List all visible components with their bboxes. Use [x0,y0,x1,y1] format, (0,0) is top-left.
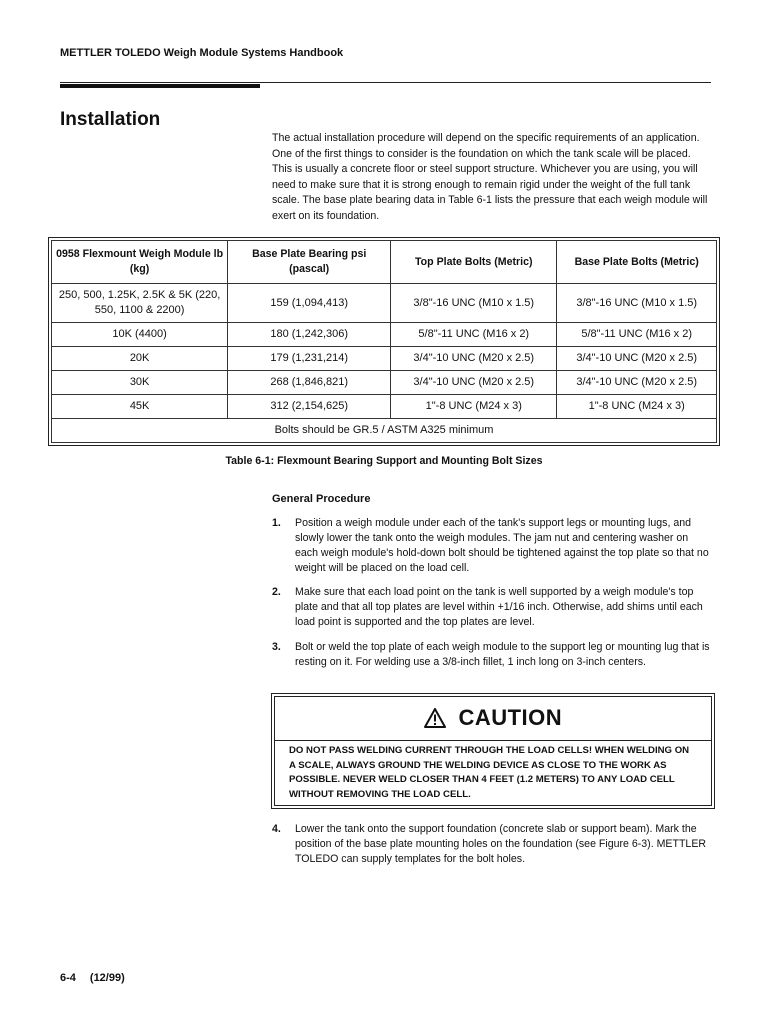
page-number: 6-4 [60,972,76,984]
table-header-row [52,241,717,284]
procedure-title: General Procedure [272,493,371,505]
column-header: Top Plate Bolts (Metric) [391,241,557,284]
table-cell: 1"-8 UNC (M24 x 3) [557,395,717,419]
bolt-size-table [48,237,720,446]
table-cell: 3/4"-10 UNC (M20 x 2.5) [557,371,717,395]
table-cell: 3/4"-10 UNC (M20 x 2.5) [557,347,717,371]
caution-heading [275,705,711,731]
warning-triangle-icon [424,705,459,730]
table-cell: 10K (4400) [52,323,228,347]
table-row [52,347,717,371]
table-cell: 5/8"-11 UNC (M16 x 2) [557,323,717,347]
column-header: Base Plate Bearing psi (pascal) [228,241,391,284]
procedure-step [272,516,712,576]
table-cell: 5/8"-11 UNC (M16 x 2) [391,323,557,347]
table-note-row [52,419,717,443]
table-cell: 180 (1,242,306) [228,323,391,347]
revision-date: (12/99) [89,972,125,984]
spec-table [51,240,717,443]
intro-paragraph: The actual installation procedure will depend on the specific requirements of an application. One of the first things to consider is the foundation on which the tank scale will be placed. This is usually a concrete floor or steel support structure. Whichever you are using, you will need to make sure that it is strong enough to remain rigid under the weight of the full tank scale. The base plate bearing data in Table 6-1 lists the pressure that each weigh module will exert on its foundation. [272,132,708,222]
procedure-step [272,585,712,630]
caution-title: CAUTION [458,705,563,730]
step-number: 1. [272,517,281,529]
table-cell: 159 (1,094,413) [228,284,391,323]
caution-text: DO NOT PASS WELDING CURRENT THROUGH THE LOAD CELLS! WHEN WELDING ON A SCALE, ALWAYS GROUND THE WELDING DEVICE AS CLOSE TO THE WORK AS POSSIBLE. NEVER WELD CLOSER THAN 4 FEET (1.2 METERS) TO ANY LOAD CELL WITHOUT REMOVING THE LOAD CELL. [289,745,690,800]
step-text: Bolt or weld the top plate of each weigh module to the support leg or mounting lug that is resting on it. For welding use a 3/8-inch fillet, 1 inch long on 3-inch centers. [295,641,710,668]
table-row [52,323,717,347]
table-cell: 3/8"-16 UNC (M10 x 1.5) [391,284,557,323]
table-caption: Table 6-1: Flexmount Bearing Support and Mounting Bolt Sizes [225,455,543,467]
table-cell: 268 (1,846,821) [228,371,391,395]
step-text: Lower the tank onto the support foundation (concrete slab or support beam). Mark the position of the base plate mounting holes on the foundation (see Figure 6-3). METTLER TOLEDO can supply templates for the bolt holes. [295,823,707,865]
table-cell: 3/4"-10 UNC (M20 x 2.5) [391,347,557,371]
table-cell: 312 (2,154,625) [228,395,391,419]
table-cell: 179 (1,231,214) [228,347,391,371]
step-text: Make sure that each load point on the tank is well supported by a weigh module's top plate and that all top plates are level within +1/16 inch. Otherwise, add shims until each load point is supported and the top plates are level. [295,586,703,628]
caution-inner-frame [274,696,712,806]
table-cell: 3/4"-10 UNC (M20 x 2.5) [391,371,557,395]
caution-box [271,693,715,809]
procedure-step [272,640,712,670]
table-row [52,395,717,419]
table-cell: 3/8"-16 UNC (M10 x 1.5) [557,284,717,323]
step-number: 4. [272,823,281,835]
procedure-step [272,822,712,867]
column-header: Base Plate Bolts (Metric) [557,241,717,284]
step-number: 3. [272,641,281,653]
running-header: METTLER TOLEDO Weigh Module Systems Handbook [60,47,344,59]
table-cell: 250, 500, 1.25K, 2.5K & 5K (220, 550, 1100 & 2200) [52,284,228,323]
header-rule-accent [60,84,260,88]
caution-divider [275,740,711,741]
table-cell: 30K [52,371,228,395]
column-header: 0958 Flexmount Weigh Module lb (kg) [52,241,228,284]
step-text: Position a weigh module under each of the tank's support legs or mounting lugs, and slowly lower the tank onto the weigh modules. The jam nut and centering washer on each weigh module's hold-down bolt should be tightened against the top plate so that no weight will be placed on the load cell. [295,517,709,574]
section-title: Installation [60,109,161,130]
table-cell: 45K [52,395,228,419]
page-footer [60,972,125,984]
table-row [52,371,717,395]
table-cell: 20K [52,347,228,371]
header-rule [60,82,711,83]
table-note: Bolts should be GR.5 / ASTM A325 minimum [52,419,717,443]
step-number: 2. [272,586,281,598]
table-row [52,284,717,323]
table-cell: 1"-8 UNC (M24 x 3) [391,395,557,419]
